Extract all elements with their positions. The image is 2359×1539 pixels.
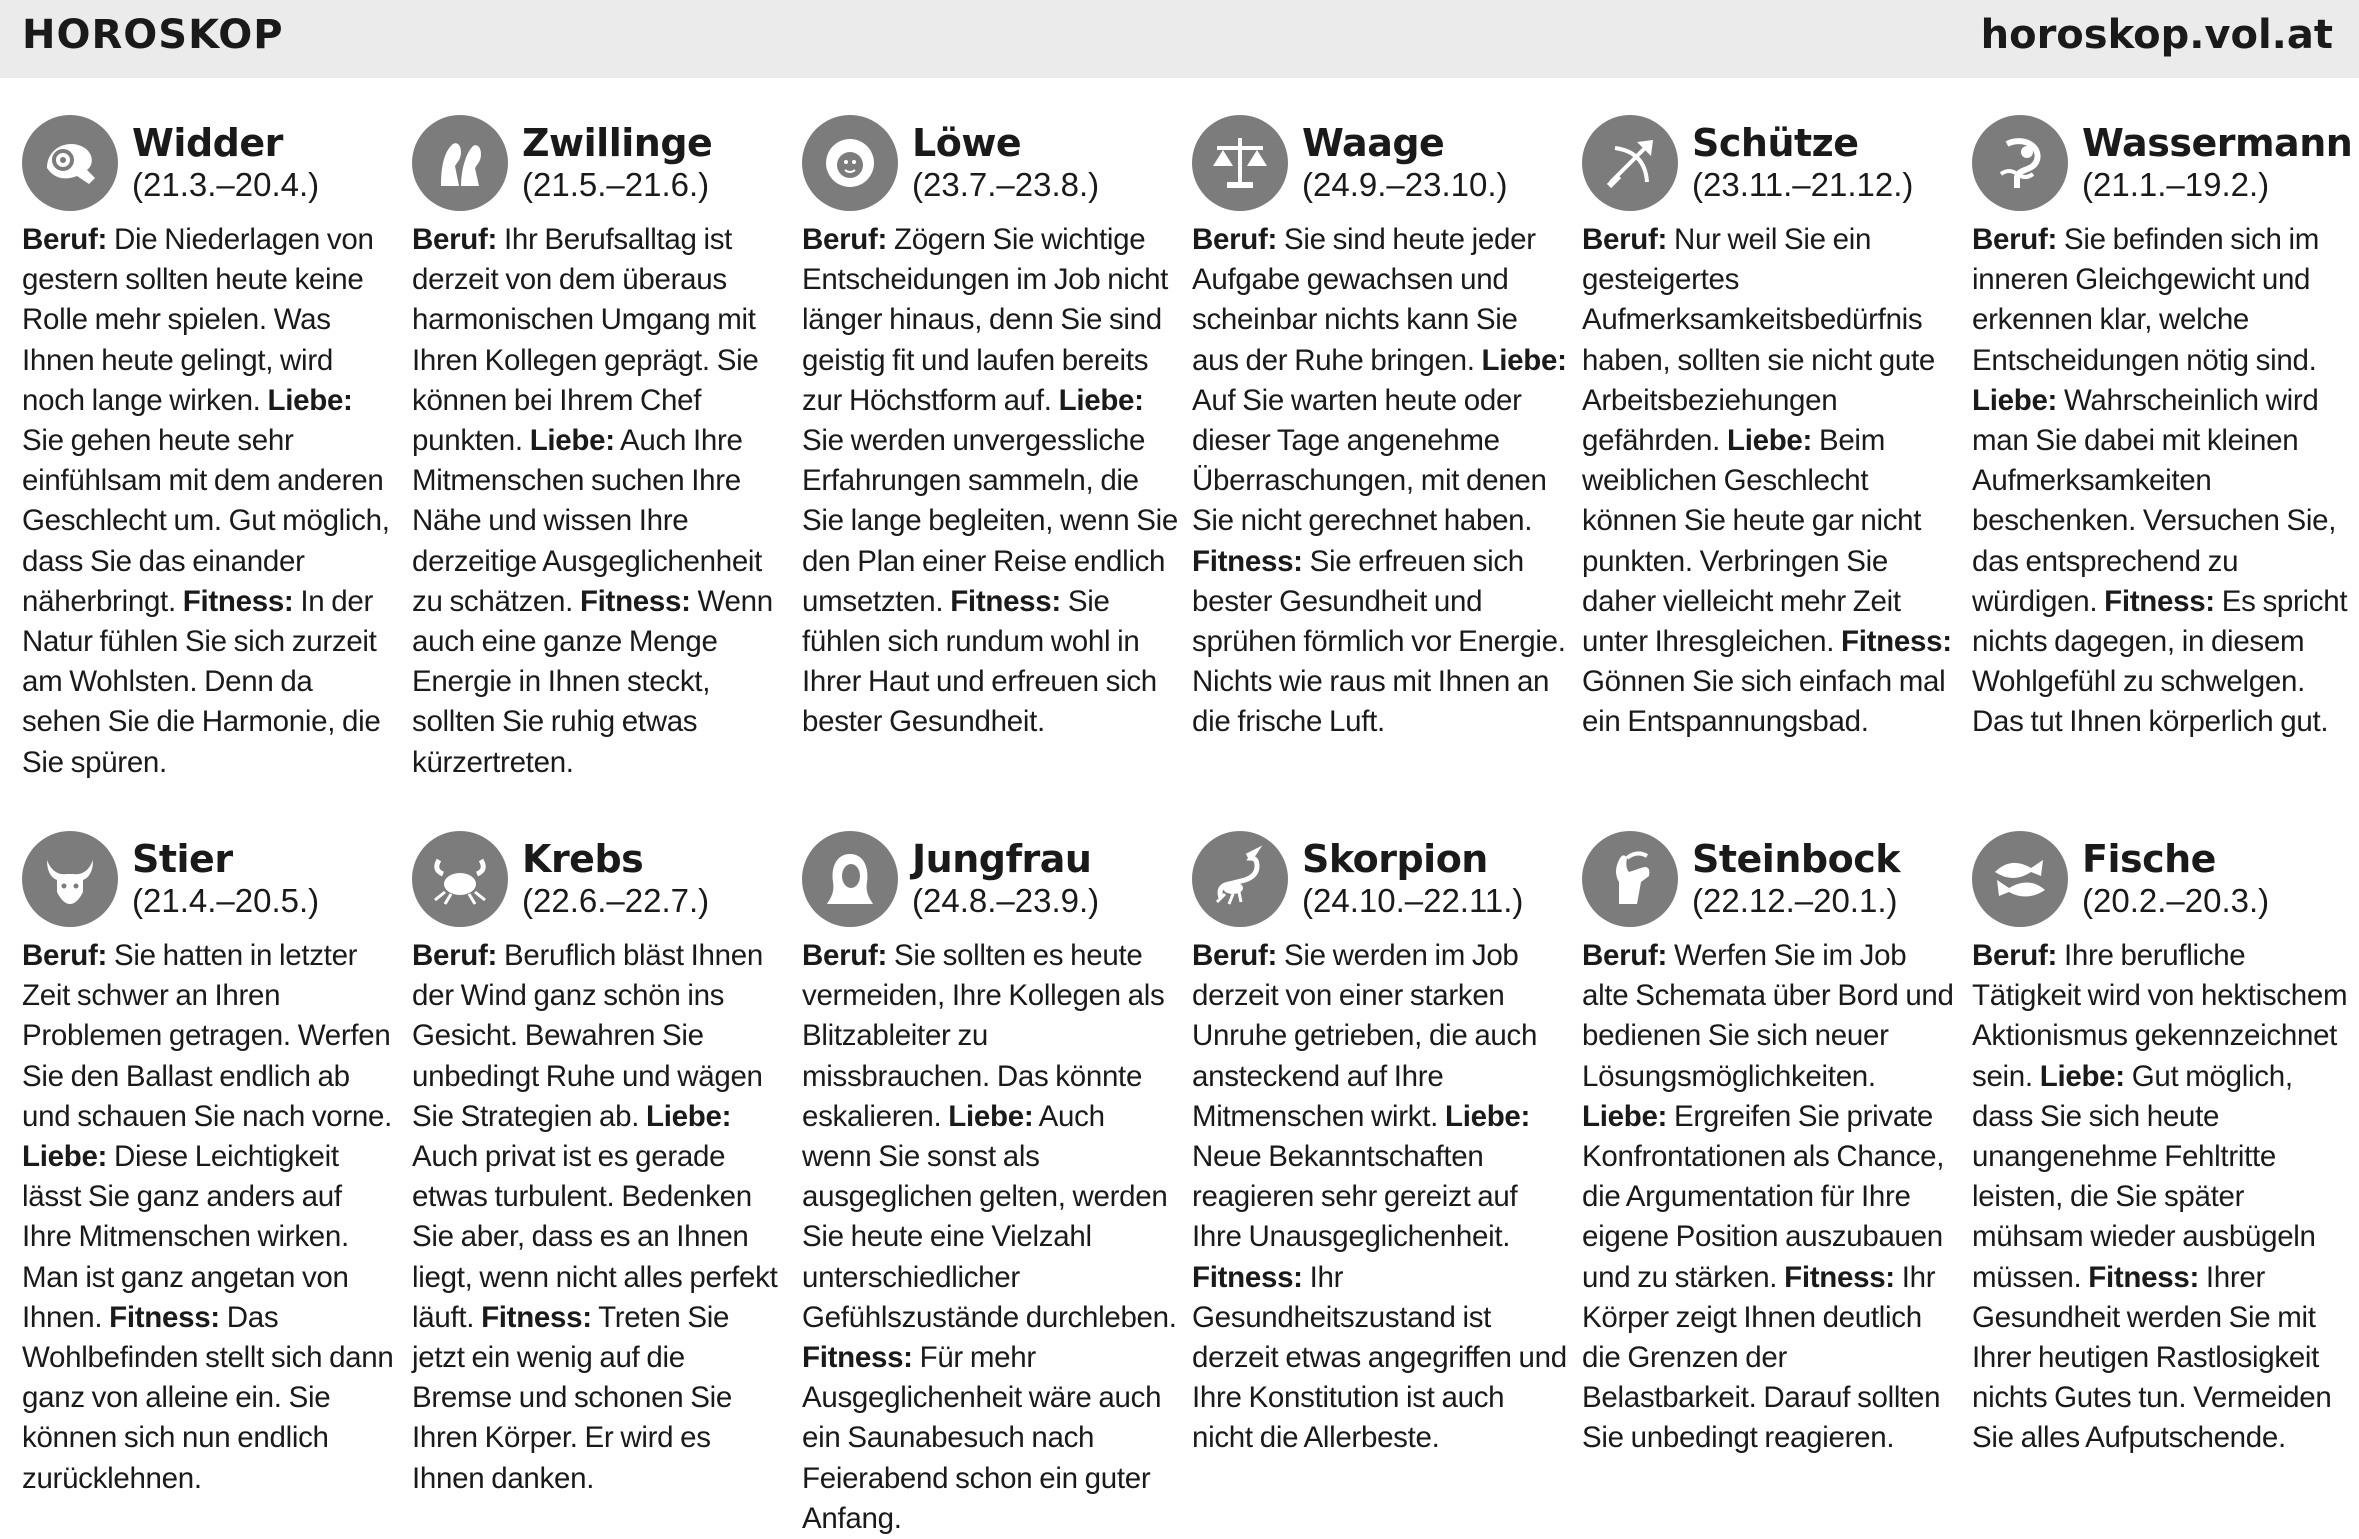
beruf-text: Ihre berufliche Tätigkeit wird von hektischem Aktionismus gekennzeichnet sein. xyxy=(1972,939,2348,1093)
sign-dates: (21.1.–19.2.) xyxy=(2082,166,2270,203)
sign-header xyxy=(1972,826,2348,932)
liebe-label: Liebe: xyxy=(1444,1099,1531,1133)
sign-header xyxy=(1582,110,1958,216)
liebe-text: Sie werden unvergessliche Erfahrungen sammeln, die Sie lange begleiten, wenn Sie den Plan einer Reise endlich umsetzten. xyxy=(802,424,1179,618)
sign-dates: (22.6.–22.7.) xyxy=(522,882,710,919)
archer-icon xyxy=(1582,115,1678,211)
liebe-text: Neue Bekanntschaften reagieren sehr gereizt auf Ihre Unausgeglichenheit. xyxy=(1192,1140,1518,1254)
water-bearer-icon xyxy=(1972,115,2068,211)
sign-name: Fische xyxy=(2082,837,2216,881)
sign-waage xyxy=(1192,110,1568,800)
sign-titles xyxy=(1692,121,1913,205)
sign-stier xyxy=(22,826,398,1516)
sign-steinbock xyxy=(1582,826,1958,1516)
fitness-text: Ihr Körper zeigt Ihnen deutlich die Grenzen der Belastbarkeit. Darauf sollten Sie unbedingt reagieren. xyxy=(1582,1260,1941,1455)
beruf-label: Beruf: xyxy=(802,223,888,256)
sign-titles xyxy=(522,837,709,921)
beruf-label: Beruf: xyxy=(1972,939,2058,972)
sign-text xyxy=(1192,220,1568,743)
bull-icon xyxy=(22,831,118,927)
sign-header xyxy=(22,110,398,216)
sign-dates: (24.8.–23.9.) xyxy=(912,882,1100,919)
beruf-text: Beruflich bläst Ihnen der Wind ganz schön ins Gesicht. Bewahren Sie unbedingt Ruhe und wägen Sie Strategien ab. xyxy=(412,939,763,1133)
sign-text xyxy=(1582,220,1958,743)
twins-icon xyxy=(412,115,508,211)
sign-dates: (21.3.–20.4.) xyxy=(132,166,320,203)
sign-zwillinge xyxy=(412,110,788,800)
crab-icon xyxy=(412,831,508,927)
fitness-label: Fitness: xyxy=(579,584,691,618)
beruf-text: Werfen Sie im Job alte Schemata über Bord und bedienen Sie sich neuer Lösungsmöglichkeiten. xyxy=(1582,939,1954,1093)
header-divider xyxy=(0,72,2359,78)
fitness-text: Treten Sie jetzt ein wenig auf die Bremse und schonen Sie Ihren Körper. Er wird es Ihnen danken. xyxy=(412,1300,733,1495)
lion-icon xyxy=(802,115,898,211)
liebe-label: Liebe: xyxy=(267,383,353,417)
beruf-label: Beruf: xyxy=(802,939,888,972)
liebe-label: Liebe: xyxy=(1726,424,1813,458)
sign-header xyxy=(1192,110,1568,216)
sign-text xyxy=(22,936,398,1499)
sign-name: Zwillinge xyxy=(522,121,713,165)
scales-icon xyxy=(1192,115,1288,211)
sign-dates: (24.10.–22.11.) xyxy=(1302,882,1524,919)
beruf-label: Beruf: xyxy=(22,939,108,972)
sign-loewe xyxy=(802,110,1178,800)
sign-text xyxy=(412,936,788,1499)
sign-name: Löwe xyxy=(912,121,1022,165)
sign-name: Skorpion xyxy=(1302,837,1488,881)
fitness-text: In der Natur fühlen Sie sich zurzeit am Wohlsten. Denn da sehen Sie die Harmonie, die Sie spüren. xyxy=(22,584,381,779)
beruf-text: Die Niederlagen von gestern sollten heute keine Rolle mehr spielen. Was Ihnen heute gelingt, wird noch lange wirken. xyxy=(22,223,374,417)
fish-icon xyxy=(1972,831,2068,927)
fitness-label: Fitness: xyxy=(182,584,294,618)
fitness-label: Fitness: xyxy=(802,1341,913,1375)
beruf-label: Beruf: xyxy=(412,223,498,256)
beruf-label: Beruf: xyxy=(1582,939,1668,972)
sign-dates: (20.2.–20.3.) xyxy=(2082,882,2270,919)
sign-dates: (24.9.–23.10.) xyxy=(1302,166,1508,203)
sign-titles xyxy=(1302,121,1507,205)
sign-text xyxy=(1582,936,1958,1459)
liebe-label: Liebe: xyxy=(1972,383,2058,417)
beruf-label: Beruf: xyxy=(412,939,498,972)
sign-text xyxy=(1972,936,2348,1459)
sign-jungfrau xyxy=(802,826,1178,1535)
fitness-label: Fitness: xyxy=(109,1300,220,1334)
liebe-label: Liebe: xyxy=(1582,1099,1668,1133)
sign-text xyxy=(1972,220,2348,743)
fitness-text: Sie fühlen sich rundum wohl in Ihrer Haut und erfreuen sich bester Gesundheit. xyxy=(802,584,1157,739)
ram-icon xyxy=(22,115,118,211)
fitness-text: Wenn auch eine ganze Menge Energie in Ihnen steckt, sollten Sie ruhig etwas kürzertreten. xyxy=(412,584,773,779)
sign-titles xyxy=(1692,837,1900,921)
scorpion-icon xyxy=(1192,831,1288,927)
sign-name: Krebs xyxy=(522,837,644,881)
header-bar xyxy=(0,0,2359,72)
sign-text xyxy=(802,220,1178,743)
sign-dates: (21.5.–21.6.) xyxy=(522,166,710,203)
sign-name: Steinbock xyxy=(1692,837,1900,881)
sign-titles xyxy=(132,121,319,205)
fitness-text: Sie erfreuen sich bester Gesundheit und sprühen förmlich vor Energie. Nichts wie raus mit Ihnen an die frische Luft. xyxy=(1192,544,1566,739)
goat-icon xyxy=(1582,831,1678,927)
sign-text xyxy=(412,220,788,783)
section-title: HOROSKOP xyxy=(22,12,284,58)
beruf-text: Sie befinden sich im inneren Gleichgewicht und erkennen klar, welche Entscheidungen nötig sind. xyxy=(1972,223,2319,377)
sign-text xyxy=(1192,936,1568,1459)
sign-name: Widder xyxy=(132,121,283,165)
sign-header xyxy=(22,826,398,932)
sign-header xyxy=(412,110,788,216)
beruf-label: Beruf: xyxy=(1582,223,1668,256)
fitness-label: Fitness: xyxy=(950,584,1061,618)
sign-header xyxy=(1192,826,1568,932)
liebe-text: Auch Ihre Mitmenschen suchen Ihre Nähe und wissen Ihre derzeitige Ausgeglichenheit zu schätzen. xyxy=(412,424,763,618)
fitness-text: Das Wohlbefinden stellt sich dann ganz von alleine ein. Sie können sich nun endlich zurücklehnen. xyxy=(22,1300,394,1495)
sign-titles xyxy=(132,837,319,921)
fitness-text: Ihrer Gesundheit werden Sie mit Ihrer heutigen Rastlosigkeit nichts Gutes tun. Vermeiden Sie alles Aufputschende. xyxy=(1972,1260,2332,1455)
fitness-text: Es spricht nichts dagegen, in diesem Wohlgefühl zu schwelgen. Das tut Ihnen körperlich gut. xyxy=(1972,584,2348,739)
fitness-label: Fitness: xyxy=(1841,625,1952,659)
fitness-label: Fitness: xyxy=(2088,1260,2199,1294)
fitness-text: Für mehr Ausgeglichenheit wäre auch ein Saunabesuch nach Feierabend schon ein guter Anfang. xyxy=(802,1341,1162,1535)
sign-dates: (23.7.–23.8.) xyxy=(912,166,1100,203)
liebe-label: Liebe: xyxy=(529,424,615,458)
fitness-label: Fitness: xyxy=(1192,1260,1303,1294)
sign-name: Jungfrau xyxy=(912,837,1092,881)
horoscope-grid xyxy=(22,110,2353,1535)
liebe-label: Liebe: xyxy=(2039,1059,2125,1093)
fitness-label: Fitness: xyxy=(1784,1260,1895,1294)
sign-name: Wassermann xyxy=(2082,121,2353,165)
beruf-text: Nur weil Sie ein gesteigertes Aufmerksamkeitsbedürfnis haben, sollten sie nicht gute Arbeitsbeziehungen gefährden. xyxy=(1582,223,1936,458)
fitness-label: Fitness: xyxy=(481,1300,592,1334)
beruf-text: Sie sind heute jeder Aufgabe gewachsen und scheinbar nichts kann Sie aus der Ruhe bringen. xyxy=(1192,223,1536,377)
sign-widder xyxy=(22,110,398,800)
beruf-label: Beruf: xyxy=(22,223,108,256)
virgin-icon xyxy=(802,831,898,927)
sign-text xyxy=(22,220,398,783)
beruf-text: Ihr Berufsalltag ist derzeit von dem überaus harmonischen Umgang mit Ihren Kollegen geprägt. Sie können bei Ihrem Chef punkten. xyxy=(412,223,759,458)
beruf-label: Beruf: xyxy=(1192,223,1278,256)
beruf-text: Zögern Sie wichtige Entscheidungen im Job nicht länger hinaus, denn Sie sind geistig fit und laufen bereits zur Höchstform auf. xyxy=(802,223,1169,417)
sign-titles xyxy=(1302,837,1523,921)
beruf-label: Beruf: xyxy=(1192,939,1278,972)
sign-schuetze xyxy=(1582,110,1958,800)
beruf-text: Sie werden im Job derzeit von einer starken Unruhe getrieben, die auch ansteckend auf Ihre Mitmenschen wirkt. xyxy=(1192,939,1538,1133)
sign-header xyxy=(802,826,1178,932)
liebe-text: Gut möglich, dass Sie sich heute unangenehme Fehltritte leisten, die Sie später mühsam wieder ausbügeln müssen. xyxy=(1972,1059,2316,1294)
beruf-text: Sie sollten es heute vermeiden, Ihre Kollegen als Blitzableiter zu missbrauchen. Das könnte eskalieren. xyxy=(802,939,1165,1133)
fitness-label: Fitness: xyxy=(2104,584,2215,618)
sign-header xyxy=(412,826,788,932)
liebe-text: Wahrscheinlich wird man Sie dabei mit kleinen Aufmerksamkeiten beschenken. Versuchen Sie, das entsprechend zu würdigen. xyxy=(1972,383,2337,618)
liebe-label: Liebe: xyxy=(646,1099,732,1133)
liebe-text: Sie gehen heute sehr einfühlsam mit dem anderen Geschlecht um. Gut möglich, dass Sie das einander näherbringt. xyxy=(22,424,390,618)
sign-dates: (21.4.–20.5.) xyxy=(132,882,320,919)
beruf-label: Beruf: xyxy=(1972,223,2058,256)
sign-dates: (22.12.–20.1.) xyxy=(1692,882,1898,919)
liebe-text: Diese Leichtigkeit lässt Sie ganz anders auf Ihre Mitmenschen wirken. Man ist ganz angetan von Ihnen. xyxy=(22,1140,349,1334)
liebe-text: Ergreifen Sie private Konfrontationen als Chance, die Argumentation für Ihre eigene Position auszubauen und zu stärken. xyxy=(1582,1099,1945,1294)
sign-header xyxy=(1972,110,2353,216)
fitness-text: Gönnen Sie sich einfach mal ein Entspannungsbad. xyxy=(1582,665,1946,739)
sign-name: Waage xyxy=(1302,121,1445,165)
liebe-text: Auch wenn Sie sonst als ausgeglichen gelten, werden Sie heute eine Vielzahl unterschiedlicher Gefühlszustände durchleben. xyxy=(802,1099,1177,1334)
sign-wassermann xyxy=(1972,110,2353,800)
site-url: horoskop.vol.at xyxy=(1980,12,2333,58)
sign-titles xyxy=(912,837,1099,921)
sign-fische xyxy=(1972,826,2348,1516)
sign-name: Stier xyxy=(132,837,233,881)
liebe-label: Liebe: xyxy=(22,1140,108,1174)
liebe-text: Beim weiblichen Geschlecht können Sie heute gar nicht punkten. Verbringen Sie daher vielleicht mehr Zeit unter Ihresgleichen. xyxy=(1582,424,1922,659)
sign-header xyxy=(802,110,1178,216)
sign-header xyxy=(1582,826,1958,932)
sign-dates: (23.11.–21.12.) xyxy=(1692,166,1914,203)
liebe-text: Auch privat ist es gerade etwas turbulent. Bedenken Sie aber, dass es an Ihnen liegt, wenn nicht alles perfekt läuft. xyxy=(412,1140,778,1334)
beruf-text: Sie hatten in letzter Zeit schwer an Ihren Problemen getragen. Werfen Sie den Ballast endlich ab und schauen Sie nach vorne. xyxy=(22,939,393,1133)
liebe-text: Auf Sie warten heute oder dieser Tage angenehme Überraschungen, mit denen Sie nicht gerechnet haben. xyxy=(1192,383,1547,538)
fitness-label: Fitness: xyxy=(1192,544,1303,578)
liebe-label: Liebe: xyxy=(1481,343,1567,377)
sign-krebs xyxy=(412,826,788,1516)
liebe-label: Liebe: xyxy=(948,1099,1034,1133)
sign-titles xyxy=(912,121,1099,205)
liebe-label: Liebe: xyxy=(1058,383,1144,417)
sign-text xyxy=(802,936,1178,1539)
sign-skorpion xyxy=(1192,826,1568,1516)
sign-titles xyxy=(2082,121,2352,205)
sign-titles xyxy=(522,121,712,205)
sign-name: Schütze xyxy=(1692,121,1859,165)
fitness-text: Ihr Gesundheitszustand ist derzeit etwas angegriffen und Ihre Konstitution ist auch nicht die Allerbeste. xyxy=(1192,1260,1567,1455)
sign-titles xyxy=(2082,837,2269,921)
